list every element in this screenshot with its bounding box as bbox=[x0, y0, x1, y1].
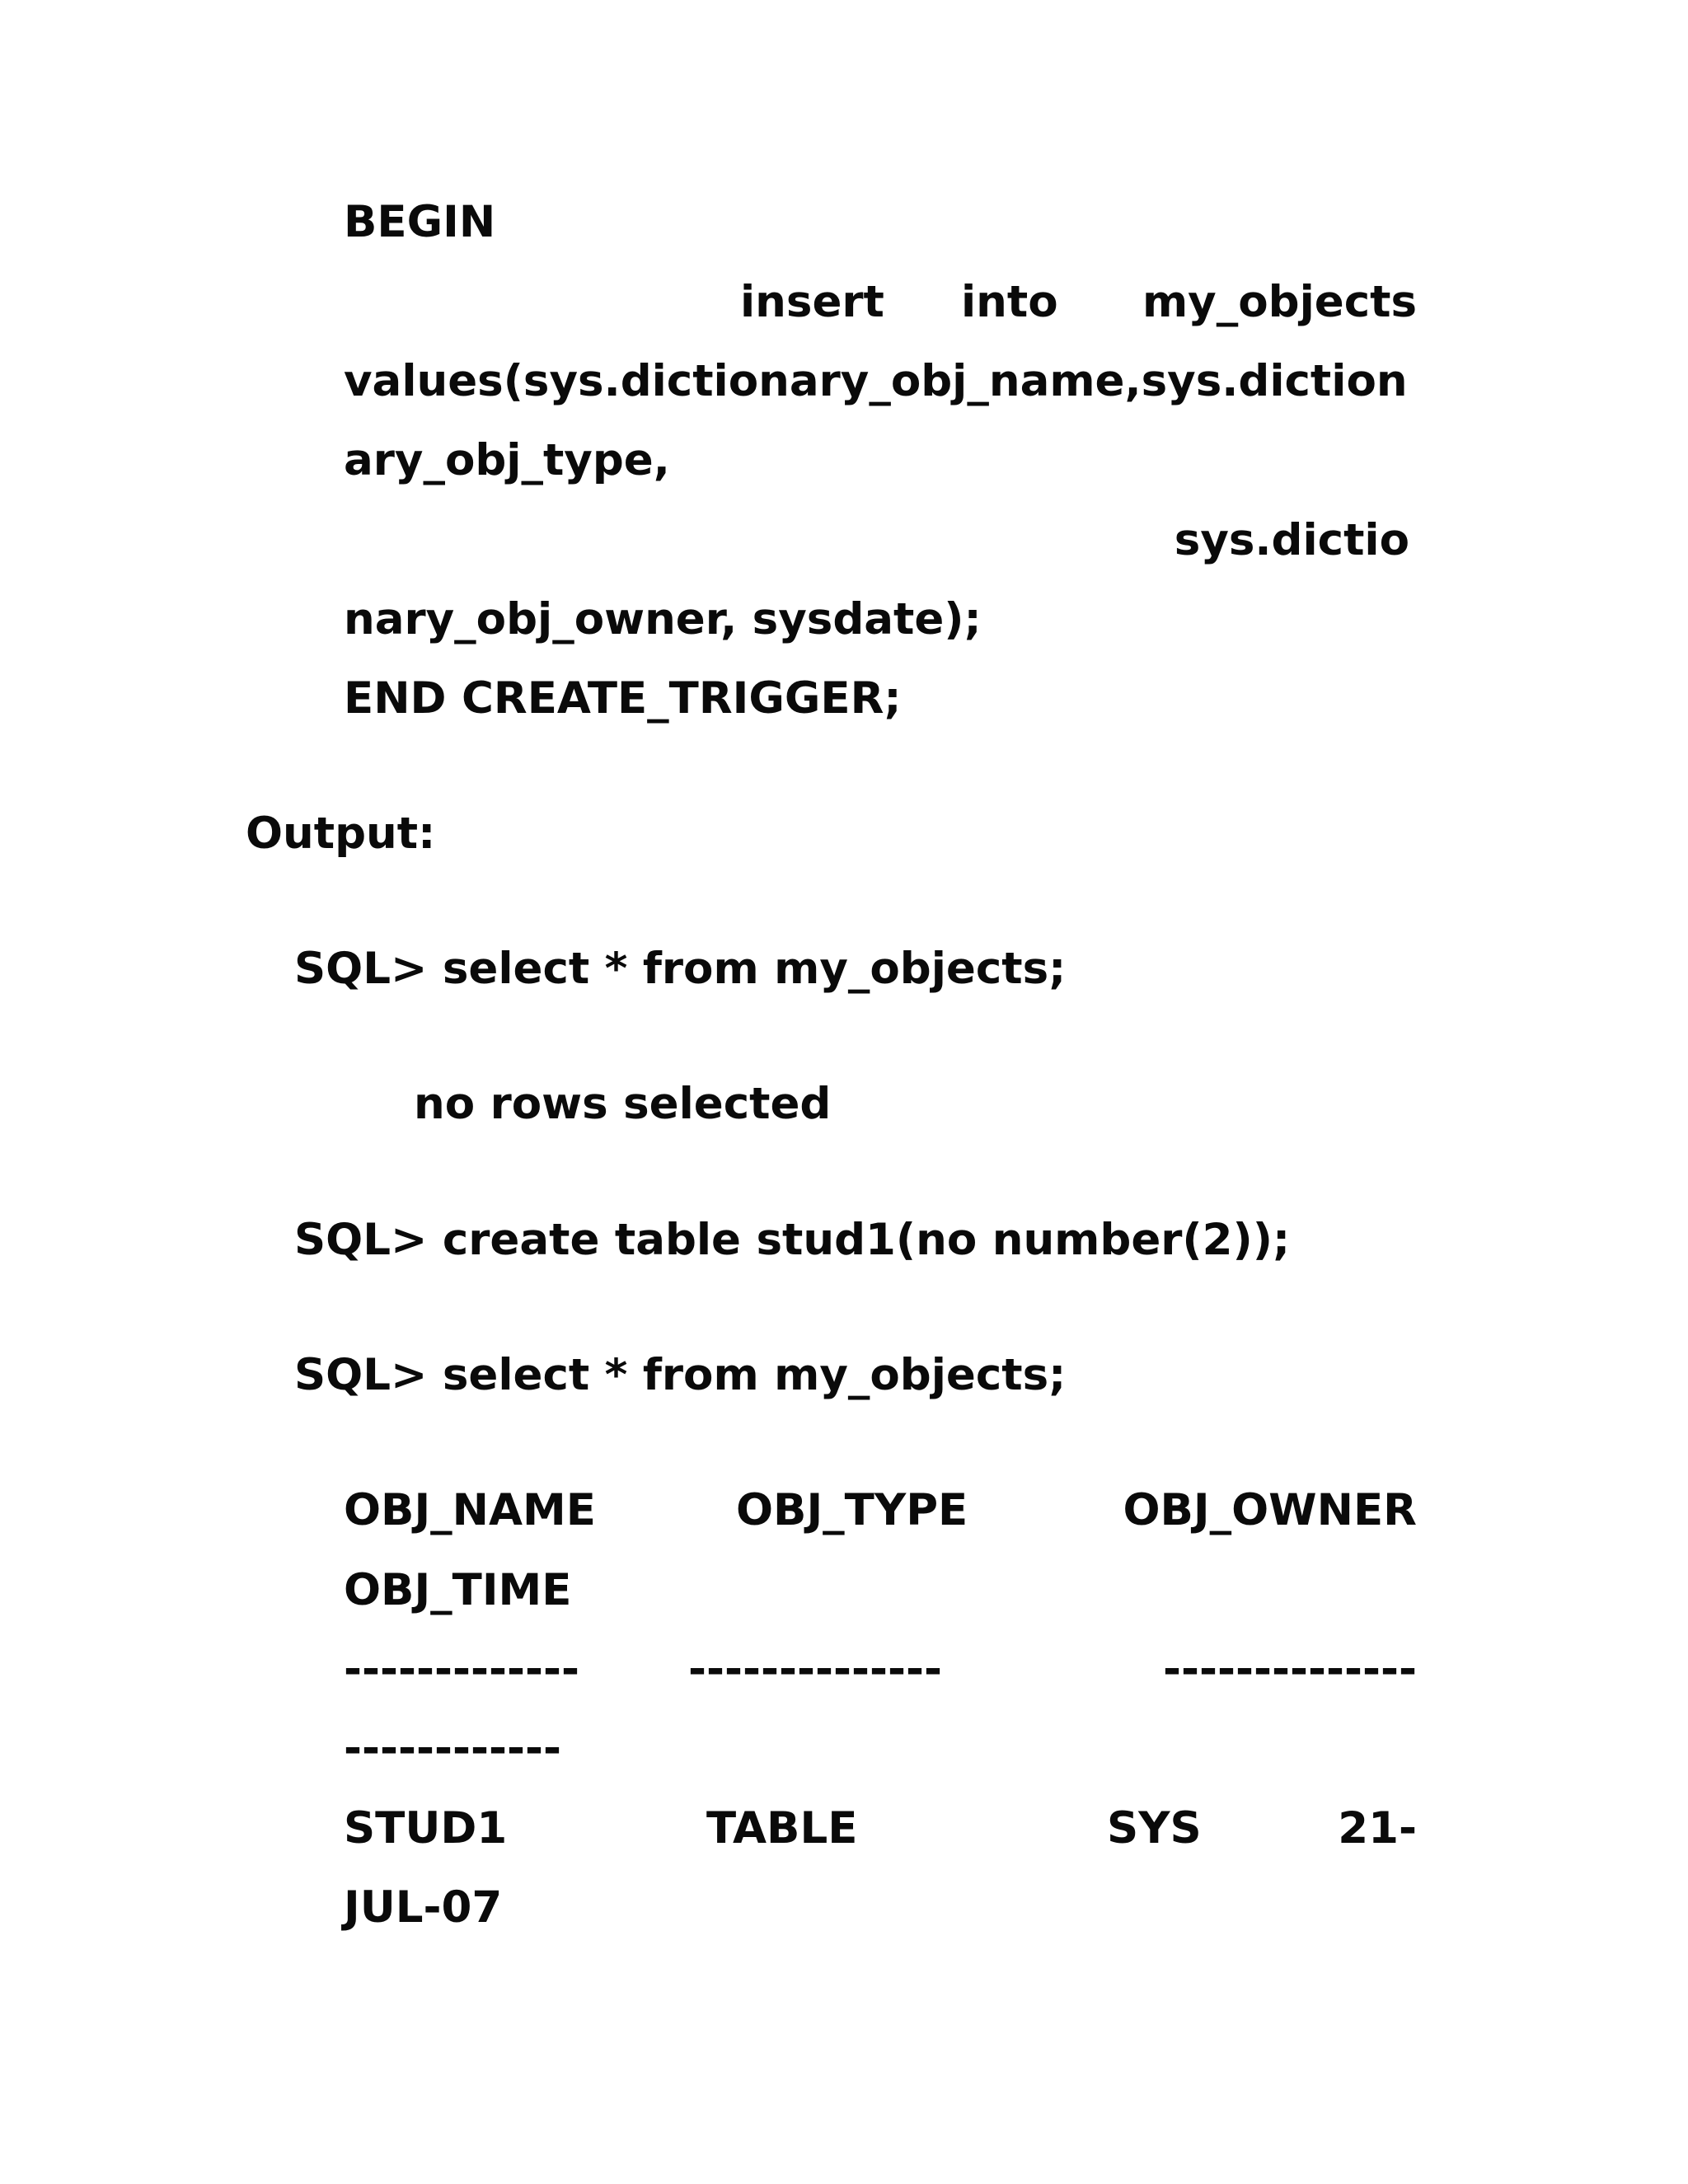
result-dash-2: -------------- bbox=[688, 1644, 942, 1694]
code-owner-line: nary_obj_owner, sysdate); bbox=[344, 594, 982, 644]
result-header-obj-time: OBJ_TIME bbox=[344, 1565, 572, 1615]
result-header-obj-name: OBJ_NAME bbox=[344, 1485, 596, 1535]
result-cell-time-wrap: JUL-07 bbox=[344, 1882, 503, 1933]
output-heading: Output: bbox=[246, 808, 436, 859]
result-header-obj-type: OBJ_TYPE bbox=[736, 1485, 968, 1535]
code-into-word: into bbox=[961, 277, 1058, 327]
sql-query-1: SQL> select * from my_objects; bbox=[294, 944, 1067, 994]
code-dictio-line: sys.dictio bbox=[1174, 515, 1409, 565]
result-cell-type: TABLE bbox=[706, 1803, 858, 1854]
sql-no-rows: no rows selected bbox=[414, 1079, 832, 1129]
sql-create-table: SQL> create table stud1(no number(2)); bbox=[294, 1215, 1291, 1265]
sql-query-2: SQL> select * from my_objects; bbox=[294, 1350, 1067, 1400]
code-end-line: END CREATE_TRIGGER; bbox=[344, 673, 902, 724]
code-begin: BEGIN bbox=[344, 197, 496, 247]
result-cell-time: 21- bbox=[1338, 1803, 1417, 1854]
result-dash-wrap: ------------ bbox=[344, 1723, 561, 1774]
result-dash-1: ------------- bbox=[344, 1644, 579, 1694]
result-cell-owner: SYS bbox=[1107, 1803, 1202, 1854]
code-type-line: ary_obj_type, bbox=[344, 435, 670, 485]
code-insert-word: insert bbox=[740, 277, 884, 327]
result-cell-name: STUD1 bbox=[344, 1803, 508, 1854]
result-dash-3: -------------- bbox=[1163, 1644, 1417, 1694]
result-header-obj-owner: OBJ_OWNER bbox=[1123, 1485, 1417, 1535]
code-table-word: my_objects bbox=[1142, 277, 1417, 327]
code-values-line: values(sys.dictionary_obj_name,sys.diction bbox=[344, 356, 1408, 406]
